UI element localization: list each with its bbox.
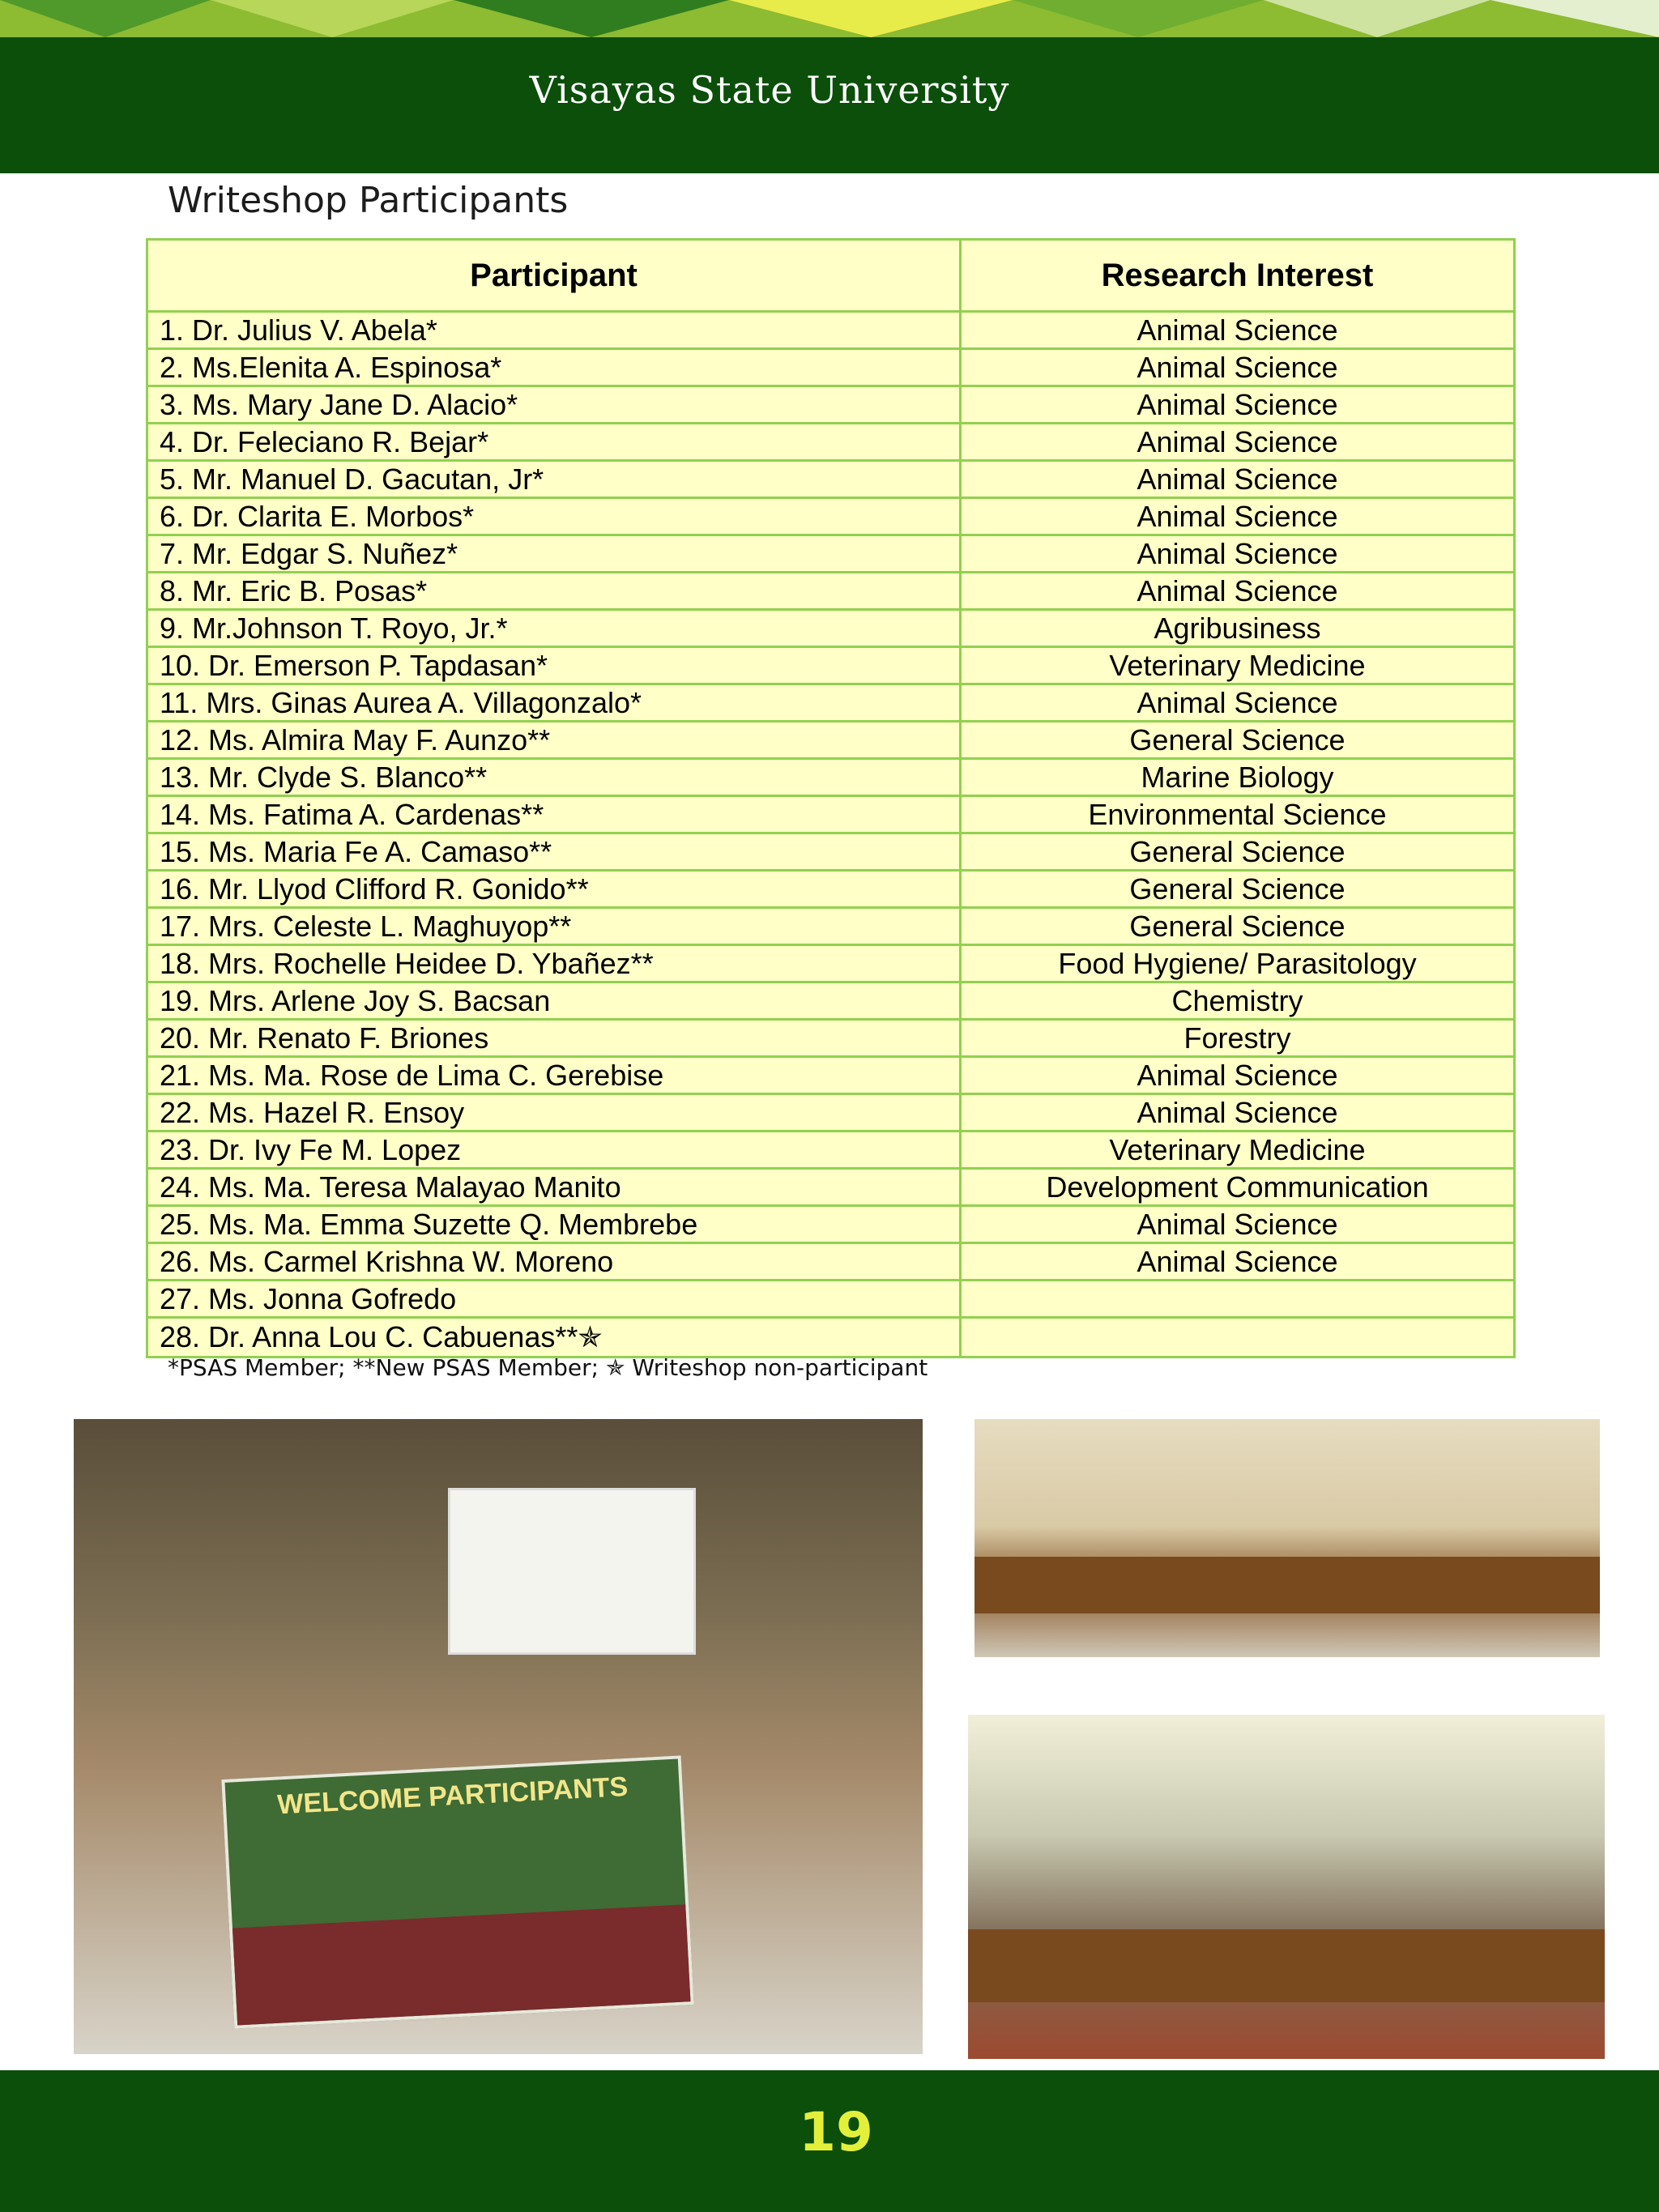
banner-text: WELCOME PARTICIPANTS: [276, 1771, 629, 1821]
table-body: [147, 312, 1515, 1357]
research-interest: Animal Science: [961, 386, 1515, 424]
table-row: [147, 610, 1515, 647]
research-interest: Animal Science: [961, 424, 1515, 461]
research-interest: Development Communication: [961, 1169, 1515, 1206]
table-row: [147, 908, 1515, 945]
participant-name: 5. Mr. Manuel D. Gacutan, Jr*: [147, 461, 961, 498]
research-interest: Animal Science: [961, 1243, 1515, 1281]
desk-row: [975, 1557, 1600, 1613]
classroom-photo-1: [975, 1419, 1600, 1657]
research-interest: Veterinary Medicine: [961, 1132, 1515, 1169]
research-interest: Agribusiness: [961, 610, 1515, 647]
table-row: [147, 1243, 1515, 1281]
participant-name: 9. Mr.Johnson T. Royo, Jr.*: [147, 610, 961, 647]
research-interest: General Science: [961, 871, 1515, 908]
table-row: [147, 833, 1515, 871]
table-row: [147, 1281, 1515, 1318]
table-row: [147, 1057, 1515, 1094]
table-header-row: [147, 240, 1515, 312]
participant-name: 8. Mr. Eric B. Posas*: [147, 573, 961, 610]
university-title: Visayas State University: [529, 68, 1010, 112]
research-interest: Food Hygiene/ Parasitology: [961, 945, 1515, 982]
research-interest: Veterinary Medicine: [961, 647, 1515, 684]
research-interest: General Science: [961, 833, 1515, 871]
table-row: [147, 759, 1515, 796]
table-row: [147, 982, 1515, 1020]
research-interest: Animal Science: [961, 1094, 1515, 1132]
table-row: [147, 461, 1515, 498]
table-row: [147, 1020, 1515, 1057]
table-row: [147, 1094, 1515, 1132]
participant-name: 23. Dr. Ivy Fe M. Lopez: [147, 1132, 961, 1169]
table-row: [147, 1206, 1515, 1243]
classroom-photo-2: [968, 1715, 1605, 2059]
table-row: [147, 1132, 1515, 1169]
research-interest: General Science: [961, 722, 1515, 759]
participant-name: 17. Mrs. Celeste L. Maghuyop**: [147, 908, 961, 945]
participant-name: 12. Ms. Almira May F. Aunzo**: [147, 722, 961, 759]
table-row: [147, 1318, 1515, 1357]
table-row: [147, 386, 1515, 424]
desk-row: [968, 1929, 1605, 2002]
participant-name: 27. Ms. Jonna Gofredo: [147, 1281, 961, 1318]
participant-name: 14. Ms. Fatima A. Cardenas**: [147, 796, 961, 833]
table-row: [147, 796, 1515, 833]
table-row: [147, 684, 1515, 722]
participant-name: 11. Mrs. Ginas Aurea A. Villagonzalo*: [147, 684, 961, 722]
column-header-participant: Participant: [147, 240, 961, 312]
research-interest: Animal Science: [961, 1057, 1515, 1094]
table-row: [147, 535, 1515, 573]
participant-name: 15. Ms. Maria Fe A. Camaso**: [147, 833, 961, 871]
participant-name: 18. Mrs. Rochelle Heidee D. Ybañez**: [147, 945, 961, 982]
research-interest: Animal Science: [961, 535, 1515, 573]
participant-name: 24. Ms. Ma. Teresa Malayao Manito: [147, 1169, 961, 1206]
header-pattern-graphic: [0, 0, 1659, 37]
participant-name: 2. Ms.Elenita A. Espinosa*: [147, 349, 961, 386]
page-number: 19: [799, 2101, 873, 2163]
participants-table: [146, 238, 1516, 1358]
projector-screen: [448, 1488, 696, 1655]
table-row: [147, 349, 1515, 386]
participant-name: 4. Dr. Feleciano R. Bejar*: [147, 424, 961, 461]
column-header-research-interest: Research Interest: [961, 240, 1515, 312]
participant-name: 25. Ms. Ma. Emma Suzette Q. Membrebe: [147, 1206, 961, 1243]
participant-name: 26. Ms. Carmel Krishna W. Moreno: [147, 1243, 961, 1281]
research-interest: Animal Science: [961, 461, 1515, 498]
table-row: [147, 498, 1515, 535]
participant-name: 7. Mr. Edgar S. Nuñez*: [147, 535, 961, 573]
research-interest: Animal Science: [961, 684, 1515, 722]
research-interest: Animal Science: [961, 1206, 1515, 1243]
participant-name: 20. Mr. Renato F. Briones: [147, 1020, 961, 1057]
research-interest: [961, 1318, 1515, 1357]
table-row: [147, 312, 1515, 349]
participant-name: 10. Dr. Emerson P. Tapdasan*: [147, 647, 961, 684]
research-interest: Animal Science: [961, 349, 1515, 386]
table-row: [147, 945, 1515, 982]
research-interest: Chemistry: [961, 982, 1515, 1020]
research-interest: Forestry: [961, 1020, 1515, 1057]
table-row: [147, 424, 1515, 461]
participant-name: 22. Ms. Hazel R. Ensoy: [147, 1094, 961, 1132]
participant-name: 21. Ms. Ma. Rose de Lima C. Gerebise: [147, 1057, 961, 1094]
welcome-banner: [221, 1755, 693, 2028]
table-row: [147, 1169, 1515, 1206]
participant-name: 16. Mr. Llyod Clifford R. Gonido**: [147, 871, 961, 908]
research-interest: General Science: [961, 908, 1515, 945]
table-row: [147, 573, 1515, 610]
participant-name: 13. Mr. Clyde S. Blanco**: [147, 759, 961, 796]
participant-name: 6. Dr. Clarita E. Morbos*: [147, 498, 961, 535]
research-interest: Animal Science: [961, 312, 1515, 349]
participants-table-container: [146, 238, 1513, 1358]
table-row: [147, 647, 1515, 684]
participant-name: 19. Mrs. Arlene Joy S. Bacsan: [147, 982, 961, 1020]
group-photo: [74, 1419, 923, 2054]
research-interest: Animal Science: [961, 573, 1515, 610]
banner-lower-band: [232, 1904, 691, 2025]
research-interest: [961, 1281, 1515, 1318]
participant-name: 3. Ms. Mary Jane D. Alacio*: [147, 386, 961, 424]
table-row: [147, 722, 1515, 759]
participant-name: 28. Dr. Anna Lou C. Cabuenas**✯: [147, 1318, 961, 1357]
research-interest: Environmental Science: [961, 796, 1515, 833]
research-interest: Marine Biology: [961, 759, 1515, 796]
table-footnote: *PSAS Member; **New PSAS Member; ✯ Writeshop non-participant: [168, 1354, 928, 1381]
table-row: [147, 871, 1515, 908]
research-interest: Animal Science: [961, 498, 1515, 535]
header-pattern: [0, 0, 1659, 37]
section-title: Writeshop Participants: [168, 180, 569, 221]
participant-name: 1. Dr. Julius V. Abela*: [147, 312, 961, 349]
